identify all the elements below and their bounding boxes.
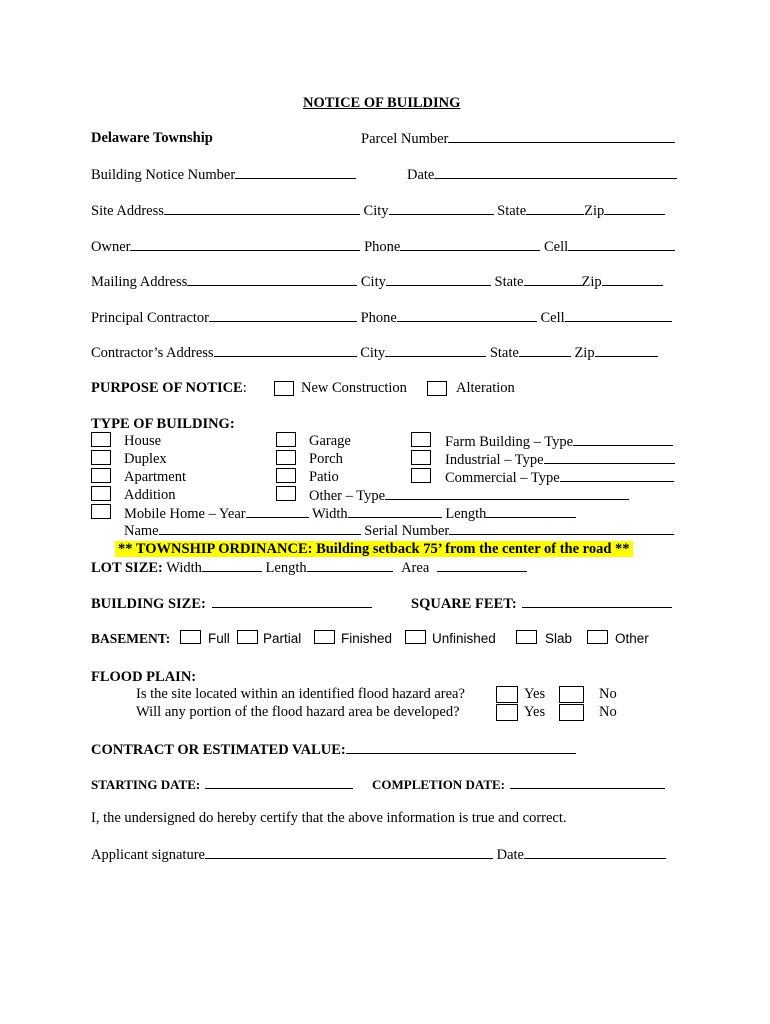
starting-date-input[interactable] [205,775,353,789]
contractor-state-label: State [489,345,519,361]
contract-value-row [91,740,576,759]
mailing-address-label: Mailing Address [91,274,188,290]
date-label: Date [407,167,435,183]
purpose-of-notice [91,379,247,397]
contractor-cell-input[interactable] [565,308,672,322]
industrial-field [445,450,675,469]
commercial-input[interactable] [560,468,674,482]
signature-date-input[interactable] [524,845,666,859]
farm-building-checkbox[interactable] [411,432,431,447]
building-size-input[interactable] [212,594,372,608]
house-checkbox[interactable] [91,432,111,447]
completion-date-input[interactable] [510,775,665,789]
industrial-input[interactable] [544,450,675,464]
contractor-address-label: Contractor’s Address [91,345,214,361]
type-of-building-label: TYPE OF BUILDING: [91,416,235,432]
basement-full-checkbox[interactable] [180,630,201,644]
starting-date-label: STARTING DATE: [91,777,201,792]
flood-q2-yes-label: Yes [524,704,546,720]
site-zip-label: Zip [584,203,605,219]
garage-checkbox[interactable] [276,432,296,447]
owner-input[interactable] [130,237,360,251]
square-feet-input[interactable] [522,594,672,608]
farm-building-label: Farm Building – Type [445,434,574,450]
applicant-signature-label: Applicant signature [91,847,205,863]
mobile-home-length-input[interactable] [486,504,576,518]
site-address-input[interactable] [164,201,360,215]
mailing-state-input[interactable] [524,272,582,286]
basement-slab-label: Slab [545,631,573,646]
mailing-city-label: City [360,274,386,290]
industrial-label: Industrial – Type [445,452,544,468]
lot-size-row [91,558,527,577]
contractor-zip-input[interactable] [595,343,658,357]
flood-question-2: Will any portion of the flood hazard area be developed? [136,704,460,720]
signature-row [91,845,666,864]
duplex-label: Duplex [124,451,167,467]
porch-label: Porch [309,451,343,467]
contractor-city-label: City [360,345,386,361]
flood-q2-no-label: No [599,704,617,720]
parcel-number-label: Parcel Number [361,131,449,147]
ordinance-highlight: ** TOWNSHIP ORDINANCE: Building setback 75’ from the center of the road ** [115,541,633,557]
serial-number-label: Serial Number [364,523,450,539]
addition-checkbox[interactable] [91,486,111,501]
basement-finished-label: Finished [341,631,393,646]
contract-value-label: CONTRACT OR ESTIMATED VALUE: [91,742,346,758]
mobile-home-name-input[interactable] [159,521,361,535]
commercial-checkbox[interactable] [411,468,431,483]
site-city-input[interactable] [389,201,494,215]
site-address-row [91,201,665,220]
owner-label: Owner [91,239,131,255]
owner-row [91,237,675,256]
contractor-address-input[interactable] [214,343,357,357]
owner-phone-label: Phone [364,239,401,255]
lot-width-label: Width [166,560,202,576]
basement-full-label: Full [208,631,230,646]
mobile-home-label: Mobile Home – Year [124,506,246,522]
page-title: NOTICE OF BUILDING [303,95,461,111]
owner-phone-input[interactable] [400,237,540,251]
flood-question-1: Is the site located within an identified flood hazard area? [136,686,465,702]
alteration-label: Alteration [456,380,515,396]
new-construction-checkbox[interactable] [274,381,294,396]
flood-q1-yes-checkbox[interactable] [496,686,518,703]
completion-date-row [372,775,665,794]
parcel-number-input[interactable] [448,129,675,143]
apartment-label: Apartment [124,469,187,485]
basement-partial-checkbox[interactable] [237,630,258,644]
building-notice-number-label: Building Notice Number [91,167,236,183]
contract-value-input[interactable] [346,740,576,754]
other-type-field [309,486,629,505]
mailing-address-input[interactable] [187,272,357,286]
basement-slab-checkbox[interactable] [516,630,537,644]
flood-q2-no-checkbox[interactable] [559,704,584,721]
lot-width-input[interactable] [202,558,262,572]
mobile-home-width-label: Width [312,506,348,522]
signature-date-label: Date [496,847,524,863]
addition-label: Addition [124,487,176,503]
mobile-home-name-label: Name [124,523,159,539]
flood-plain-label: FLOOD PLAIN: [91,669,197,685]
date-field [407,165,677,184]
serial-number-input[interactable] [449,521,674,535]
starting-date-row [91,775,353,794]
principal-contractor-input[interactable] [209,308,357,322]
house-label: House [124,433,162,449]
township-name: Delaware Township [91,130,213,146]
flood-q2-yes-checkbox[interactable] [496,704,518,721]
lot-length-label: Length [265,560,307,576]
mobile-home-checkbox[interactable] [91,504,111,519]
alteration-checkbox[interactable] [427,381,447,396]
site-state-label: State [497,203,527,219]
mobile-home-width-input[interactable] [348,504,442,518]
principal-contractor-label: Principal Contractor [91,310,209,326]
flood-q1-no-checkbox[interactable] [559,686,584,703]
lot-area-label: Area [401,560,430,576]
commercial-label: Commercial – Type [445,470,560,486]
mailing-address-row [91,272,663,291]
contractor-zip-label: Zip [574,345,595,361]
mobile-home-name-row [124,521,674,540]
site-city-label: City [363,203,389,219]
new-construction-label: New Construction [301,380,407,396]
contractor-address-row [91,343,658,362]
commercial-field [445,468,674,487]
purpose-of-notice-label: PURPOSE OF NOTICE [91,380,243,396]
other-type-checkbox[interactable] [276,486,296,501]
apartment-checkbox[interactable] [91,468,111,483]
basement-partial-label: Partial [263,631,302,646]
square-feet-label: SQUARE FEET: [411,596,517,612]
contractor-phone-input[interactable] [397,308,537,322]
principal-contractor-row [91,308,672,327]
farm-building-input[interactable] [573,432,673,446]
mailing-zip-input[interactable] [602,272,663,286]
owner-cell-label: Cell [543,239,569,255]
contractor-phone-label: Phone [360,310,397,326]
patio-label: Patio [309,469,339,485]
site-zip-input[interactable] [604,201,665,215]
farm-building-field [445,432,673,451]
site-state-input[interactable] [526,201,584,215]
owner-cell-input[interactable] [568,237,675,251]
industrial-checkbox[interactable] [411,450,431,465]
lot-area-input[interactable] [437,558,527,572]
parcel-number-field [361,129,675,148]
date-input[interactable] [434,165,677,179]
building-size-row [91,594,372,613]
mailing-state-label: State [494,274,524,290]
lot-length-input[interactable] [307,558,393,572]
other-type-input[interactable] [385,486,629,500]
contractor-state-input[interactable] [519,343,571,357]
contractor-city-input[interactable] [385,343,486,357]
porch-checkbox[interactable] [276,450,296,465]
contractor-cell-label: Cell [540,310,565,326]
other-type-label: Other – Type [309,488,386,504]
basement-unfinished-checkbox[interactable] [405,630,426,644]
site-address-label: Site Address [91,203,164,219]
mobile-home-length-label: Length [445,506,487,522]
garage-label: Garage [309,433,351,449]
building-size-label: BUILDING SIZE: [91,596,206,612]
purpose-of-notice-colon: : [242,380,247,396]
duplex-checkbox[interactable] [91,450,111,465]
building-notice-number-field [91,165,356,184]
mailing-city-input[interactable] [386,272,491,286]
certification-statement: I, the undersigned do hereby certify that the above information is true and correct. [91,810,567,826]
flood-q1-no-label: No [599,686,617,702]
basement-label: BASEMENT: [91,631,171,646]
completion-date-label: COMPLETION DATE: [372,777,506,792]
basement-finished-checkbox[interactable] [314,630,335,644]
square-feet-row [411,594,672,613]
mobile-home-year-input[interactable] [246,504,309,518]
flood-q1-yes-label: Yes [524,686,546,702]
patio-checkbox[interactable] [276,468,296,483]
applicant-signature-input[interactable] [205,845,493,859]
basement-unfinished-label: Unfinished [432,631,496,646]
lot-size-label: LOT SIZE: [91,560,163,576]
basement-other-checkbox[interactable] [587,630,608,644]
basement-other-label: Other [615,631,649,646]
mailing-zip-label: Zip [581,274,602,290]
building-notice-number-input[interactable] [235,165,356,179]
township-ordinance-notice [115,540,633,558]
